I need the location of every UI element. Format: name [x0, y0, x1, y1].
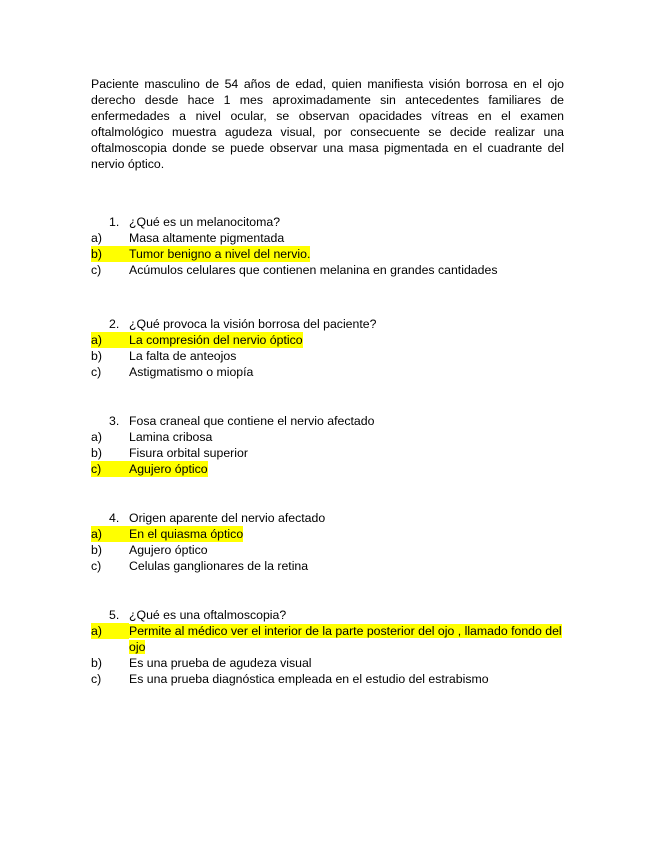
option-text: Acúmulos celulares que contienen melanina en grandes cantidades — [129, 263, 498, 277]
option-letter: a) — [91, 527, 102, 541]
option-text: Permite al médico ver el interior de la parte posterior del ojo , llamado fondo del ojo — [129, 624, 562, 654]
option-b — [91, 655, 564, 671]
question-heading — [91, 316, 564, 332]
answer-highlight — [91, 461, 208, 477]
option-letter: b) — [91, 247, 102, 261]
option-b — [91, 542, 564, 558]
option-letter: a) — [91, 430, 102, 444]
question-heading — [91, 607, 564, 623]
option-a-correct — [91, 526, 564, 542]
option-text: Masa altamente pigmentada — [129, 231, 285, 245]
question-heading — [91, 510, 564, 526]
question-heading — [91, 214, 564, 230]
option-text: La falta de anteojos — [129, 349, 237, 363]
option-letter: b) — [91, 656, 102, 670]
option-letter: c) — [91, 263, 102, 277]
option-b-correct — [91, 246, 564, 262]
option-letter: b) — [91, 543, 102, 557]
question-5 — [91, 607, 564, 687]
answer-highlight — [91, 526, 243, 542]
question-1 — [91, 214, 564, 278]
option-letter: b) — [91, 349, 102, 363]
option-letter: a) — [91, 231, 102, 245]
option-letter: a) — [91, 623, 129, 639]
option-letter: c) — [91, 365, 102, 379]
option-a-correct — [91, 332, 564, 348]
question-text: Fosa craneal que contiene el nervio afectado — [129, 414, 375, 428]
question-heading — [91, 413, 564, 429]
answer-highlight — [91, 332, 303, 348]
option-text: Lamina cribosa — [129, 430, 213, 444]
question-number: 4. — [109, 511, 120, 525]
option-text: Es una prueba de agudeza visual — [129, 656, 312, 670]
answer-highlight — [91, 246, 310, 262]
question-3 — [91, 413, 564, 477]
option-letter: a) — [91, 333, 102, 347]
option-text: Fisura orbital superior — [129, 446, 248, 460]
option-letter: c) — [91, 462, 102, 476]
question-text: ¿Qué es un melanocitoma? — [129, 215, 281, 229]
question-4 — [91, 510, 564, 574]
option-c — [91, 558, 564, 574]
case-intro-paragraph: Paciente masculino de 54 años de edad, quien manifiesta visión borrosa en el ojo derecho desde hace 1 mes aproximadamente sin antecedentes familiares de enfermedades a nivel ocular, se observan opacidades vítreas en el examen oftalmológico muestra agudeza visual, por consecuente se decide realizar una oftalmoscopia donde se puede observar una masa pigmentada en el cuadrante del nervio óptico. — [91, 77, 564, 171]
option-text: Celulas ganglionares de la retina — [129, 559, 309, 573]
option-letter: c) — [91, 672, 102, 686]
option-text: Agujero óptico — [129, 462, 208, 476]
question-number: 1. — [109, 215, 120, 229]
option-c — [91, 671, 564, 687]
option-text: Es una prueba diagnóstica empleada en el estudio del estrabismo — [129, 672, 489, 686]
question-text: ¿Qué es una oftalmoscopia? — [129, 608, 287, 622]
option-b — [91, 348, 564, 364]
option-text: En el quiasma óptico — [129, 527, 244, 541]
option-text: Astigmatismo o miopía — [129, 365, 254, 379]
option-a — [91, 230, 564, 246]
question-text: ¿Qué provoca la visión borrosa del paciente? — [129, 317, 377, 331]
option-text-wrap — [129, 623, 564, 655]
option-letter: c) — [91, 559, 102, 573]
question-2 — [91, 316, 564, 380]
option-b — [91, 445, 564, 461]
option-text: La compresión del nervio óptico — [129, 333, 303, 347]
option-a-correct — [91, 623, 564, 655]
document-page — [91, 76, 564, 687]
option-letter: b) — [91, 446, 102, 460]
option-c — [91, 364, 564, 380]
question-text: Origen aparente del nervio afectado — [129, 511, 326, 525]
option-text: Agujero óptico — [129, 543, 208, 557]
option-text: Tumor benigno a nivel del nervio. — [129, 247, 311, 261]
question-number: 3. — [109, 414, 120, 428]
option-c-correct — [91, 461, 564, 477]
question-number: 2. — [109, 317, 120, 331]
question-number: 5. — [109, 608, 120, 622]
option-a — [91, 429, 564, 445]
option-c — [91, 262, 564, 278]
